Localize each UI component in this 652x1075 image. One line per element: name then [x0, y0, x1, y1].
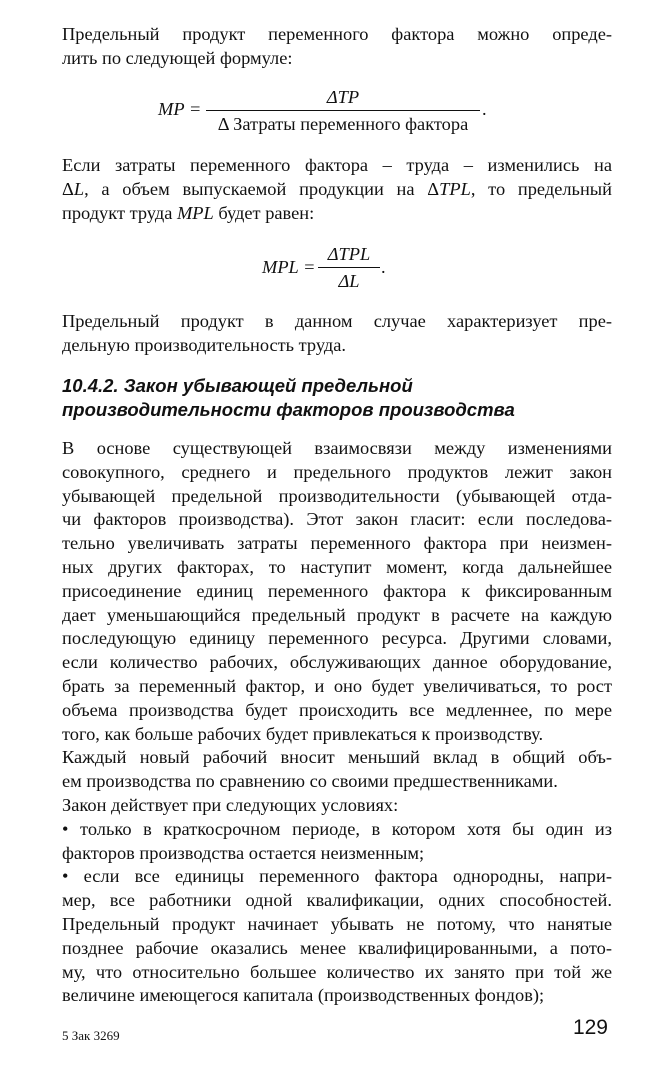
body-line: брать за переменный фактор, и оно будет увеличиваться, то рост [62, 676, 612, 696]
body-line: факторов производства остается неизменным; [62, 842, 425, 863]
body-line: мер, все работники одной квалификации, одних способностей. [62, 890, 612, 911]
paragraph1-line2: лить по следующей формуле: [62, 48, 293, 68]
body-line: му, что относительно большее количество их занято при той же [62, 961, 612, 982]
formula2-denominator: ΔL [338, 271, 360, 291]
body-line: • если все единицы переменного фактора однородны, напри- [62, 866, 612, 887]
formula2-numerator: ΔTPL [327, 244, 371, 264]
body-line: чи факторов производства). Этот закон гласит: если последова- [62, 509, 612, 530]
body-line: В основе существующей взаимосвязи между изменениями [62, 438, 612, 458]
body-line: совокупного, среднего и предельного продуктов лежит закон [62, 461, 612, 482]
section-heading-line2: производительности факторов производства [62, 399, 515, 420]
formula2-fraction [318, 243, 380, 292]
body-line: величине имеющегося капитала (производственных фондов); [62, 985, 545, 1006]
formula1-fraction-bar [206, 110, 480, 111]
body-line: присоединение единиц переменного фактора к фиксированным [62, 580, 612, 601]
body-line: объема производства будет происходить все медленнее, по мере [62, 699, 612, 720]
body-line: дает уменьшающийся предельный продукт в расчете на каждую [62, 604, 612, 625]
formula2-end: . [381, 257, 386, 277]
body-line: Закон действует при следующих условиях: [62, 795, 399, 815]
body-line: последующую единицу переменного ресурса. Другими словами, [62, 628, 612, 649]
paragraph2-line3: продукт труда MPL будет равен: [62, 203, 315, 223]
paragraph2-line2: ΔL, а объем выпускаемой продукции на ΔTPL, то предельный [62, 179, 612, 199]
page-number: 129 [572, 1016, 608, 1039]
body-line: убывающей предельной производительности (убывающей отда- [62, 485, 612, 506]
body-line: тельно увеличивать затраты переменного фактора при неизмен- [62, 533, 612, 554]
paragraph3-line2: дельную производительность труда. [62, 335, 347, 355]
body-line: если количество рабочих, обслуживающих данное оборудование, [62, 652, 612, 673]
paragraph2-line1: Если затраты переменного фактора – труда – изменились на [62, 155, 612, 175]
print-signature: 5 Зак 3269 [62, 1028, 120, 1043]
body-line: Предельный продукт начинает убывать не потому, что нанятые [62, 914, 612, 934]
body-line: того, как больше рабочих будет привлекаться к производству. [62, 723, 544, 744]
formula2-lhs: MPL = [262, 257, 316, 277]
formula2-fraction-bar [318, 267, 380, 268]
formula1-end: . [482, 99, 487, 119]
body-line: • только в краткосрочном периоде, в котором хотя бы один из [62, 818, 612, 839]
section-heading-line1: 10.4.2. Закон убывающей предельной [62, 375, 413, 396]
formula1-lhs: MP = [158, 99, 202, 119]
paragraph1-line1: Предельный продукт переменного фактора можно опреде- [62, 24, 612, 44]
body-line: Каждый новый рабочий вносит меньший вклад в общий объ- [62, 747, 612, 768]
paragraph3-line1: Предельный продукт в данном случае характеризует пре- [62, 311, 612, 331]
formula1-fraction [206, 86, 480, 135]
body-line: ных других факторах, то наступит момент, когда дальнейшее [62, 557, 612, 577]
formula1-numerator: ΔTP [326, 87, 360, 107]
body-line: ем производства по сравнению со своими предшественниками. [62, 771, 558, 792]
body-line: позднее рабочие оказались менее квалифицированными, а пото- [62, 937, 612, 958]
formula1-denominator: Δ Затраты переменного фактора [217, 114, 469, 134]
